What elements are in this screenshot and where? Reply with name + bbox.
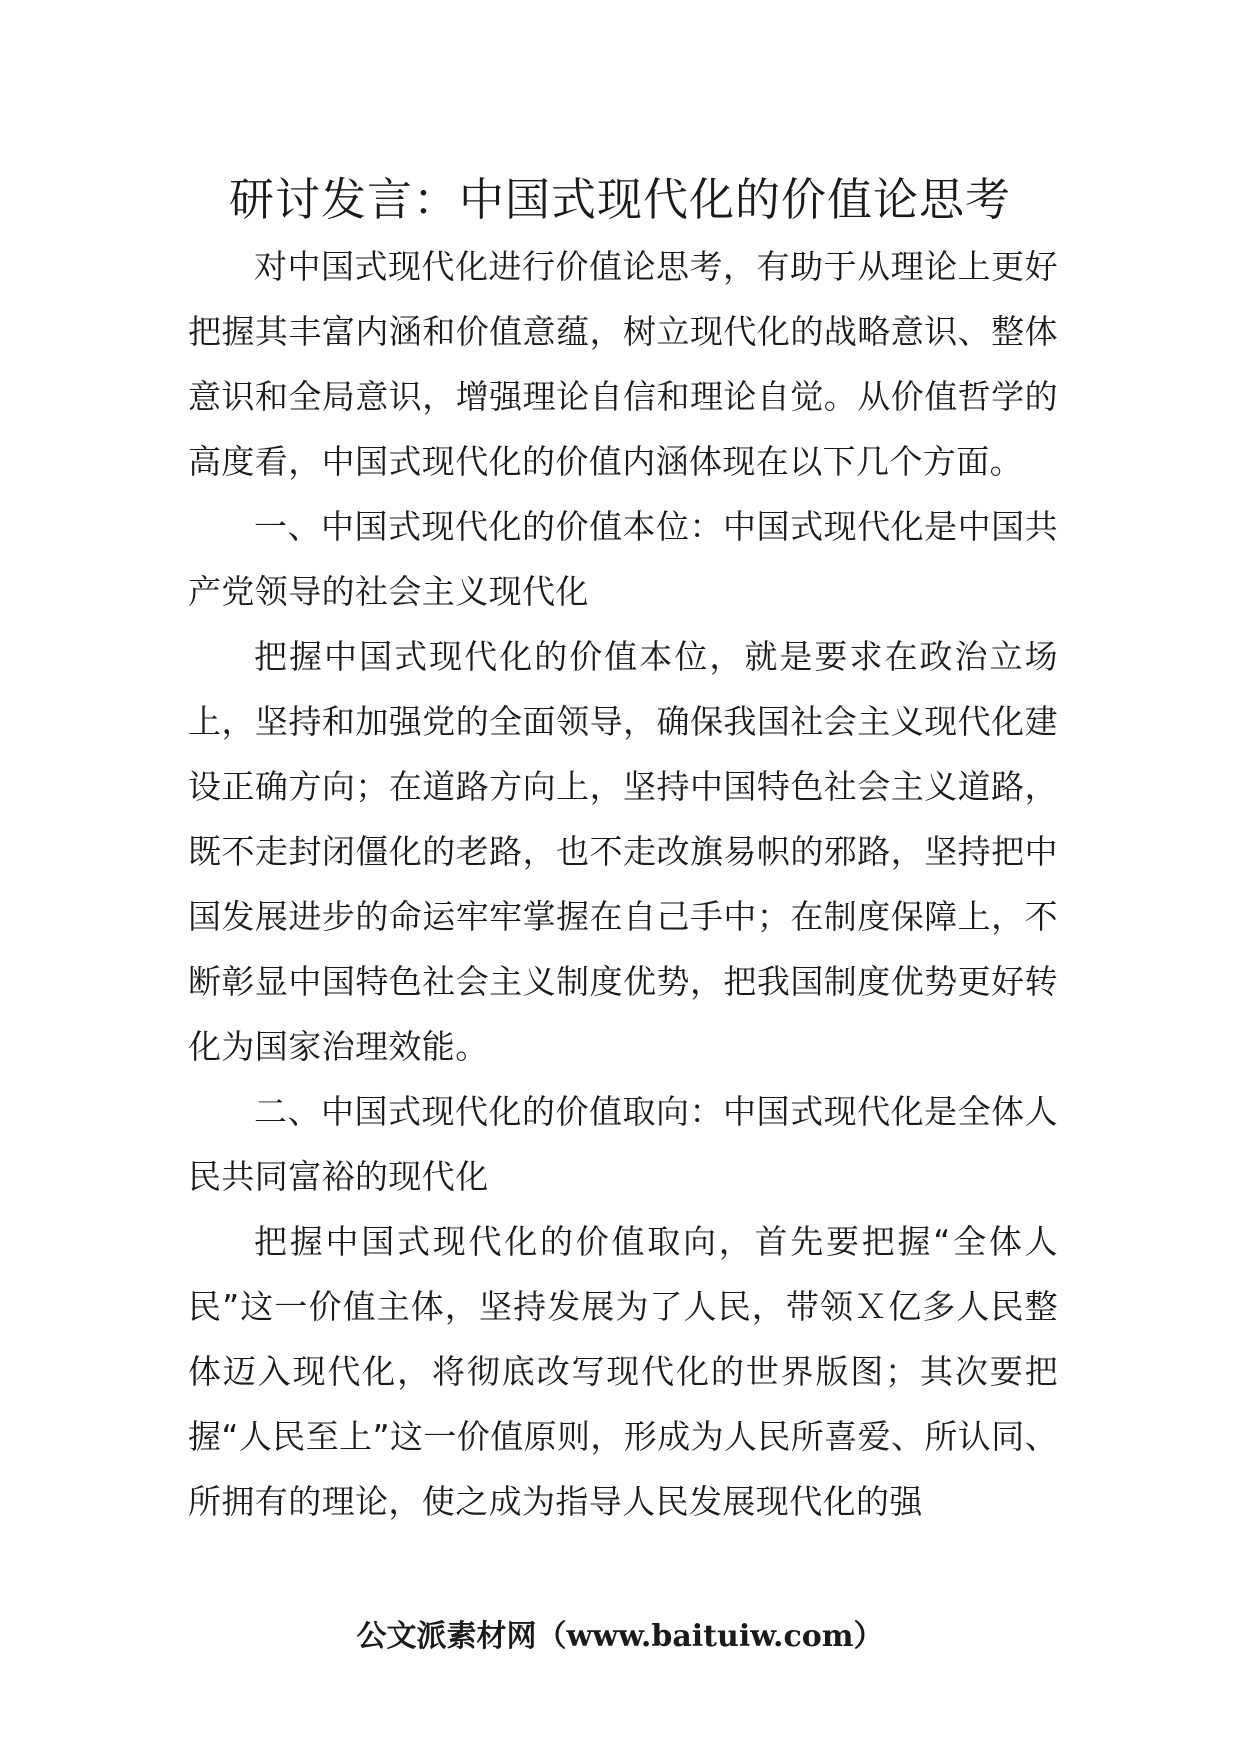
section-1-paragraph: 把握中国式现代化的价值本位，就是要求在政治立场上，坚持和加强党的全面领导，确保我国社会主义现代化建设正确方向；在道路方向上，坚持中国特色社会主义道路，既不走封闭僵化的老路，也不走改旗易帜的邪路，坚持把中国发展进步的命运牢牢掌握在自己手中；在制度保障上，不断彰显中国特色社会主义制度优势，把我国制度优势更好转化为国家治理效能。 — [188, 637, 1058, 1066]
section-heading-1: 一、中国式现代化的价值本位：中国式现代化是中国共产党领导的社会主义现代化 — [188, 507, 1058, 611]
section-heading-2: 二、中国式现代化的价值取向：中国式现代化是全体人民共同富裕的现代化 — [188, 1092, 1058, 1196]
document-title: 研讨发言：中国式现代化的价值论思考 — [228, 173, 1011, 226]
intro-paragraph: 对中国式现代化进行价值论思考，有助于从理论上更好把握其丰富内涵和价值意蕴，树立现代化的战略意识、整体意识和全局意识，增强理论自信和理论自觉。从价值哲学的高度看，中国式现代化的价值内涵体现在以下几个方面。 — [188, 247, 1058, 481]
document-body — [188, 234, 1058, 1534]
section-2-paragraph: 把握中国式现代化的价值取向，首先要把握“全体人民”这一价值主体，坚持发展为了人民，带领Ｘ亿多人民整体迈入现代化，将彻底改写现代化的世界版图；其次要把握“人民至上”这一价值原则，形成为人民所喜爱、所认同、所拥有的理论，使之成为指导人民发展现代化的强 — [188, 1222, 1058, 1521]
footer-watermark: 公文派素材网（www.baituiw.com） — [356, 1619, 884, 1654]
